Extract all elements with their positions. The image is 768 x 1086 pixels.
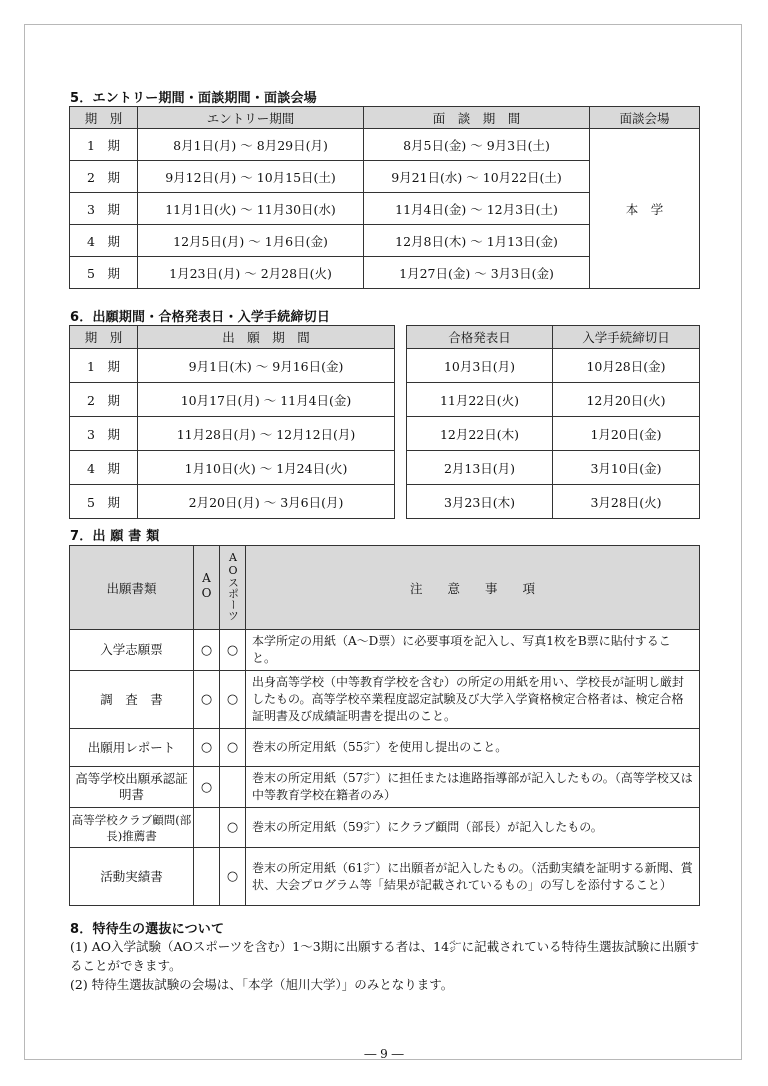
table-row <box>407 451 700 485</box>
header-venue: 面談会場 <box>590 107 700 129</box>
period-cell: 3 期 <box>70 193 138 225</box>
period-cell: 2 期 <box>70 161 138 193</box>
table-row <box>407 383 700 417</box>
table-row <box>70 808 700 848</box>
header-ao-sports: AOスポーツ <box>220 546 246 630</box>
deadline-cell: 1月20日(金) <box>553 417 700 451</box>
header-deadline: 入学手続締切日 <box>553 326 700 349</box>
document-name: 調 査 書 <box>70 671 194 729</box>
section5-table <box>69 106 700 289</box>
period-cell: 4 期 <box>70 451 138 485</box>
note-cell: 巻末の所定用紙（59㌻）にクラブ顧問（部長）が記入したもの。 <box>246 808 700 848</box>
table-row <box>70 417 395 451</box>
interview-cell: 9月21日(水) ～ 10月22日(土) <box>364 161 590 193</box>
table-row <box>70 451 395 485</box>
announce-cell: 10月3日(月) <box>407 349 553 383</box>
entry-cell: 8月1日(月) ～ 8月29日(月) <box>138 129 364 161</box>
ao-sports-mark: ○ <box>220 848 246 906</box>
period-cell: 2 期 <box>70 383 138 417</box>
section7-heading: 7．出 願 書 類 <box>70 529 160 544</box>
entry-cell: 11月1日(火) ～ 11月30日(水) <box>138 193 364 225</box>
header-application-period: 出 願 期 間 <box>138 326 395 349</box>
note-cell: 巻末の所定用紙（55㌻）を使用し提出のこと。 <box>246 729 700 767</box>
ao-sports-mark: ○ <box>220 671 246 729</box>
table-row <box>70 630 700 671</box>
ao-mark: ○ <box>194 729 220 767</box>
document-name: 高等学校出願承認証明書 <box>70 767 194 808</box>
announce-cell: 3月23日(木) <box>407 485 553 519</box>
ao-mark <box>194 808 220 848</box>
entry-cell: 1月23日(月) ～ 2月28日(火) <box>138 257 364 289</box>
table-row <box>70 848 700 906</box>
section6-application-table <box>69 325 395 519</box>
header-ao: AO <box>194 546 220 630</box>
entry-cell: 12月5日(月) ～ 1月6日(金) <box>138 225 364 257</box>
item-number: (2) <box>70 977 88 992</box>
announce-cell: 2月13日(月) <box>407 451 553 485</box>
section8-list <box>70 937 710 994</box>
period-cell: 5 期 <box>70 485 138 519</box>
deadline-cell: 3月28日(火) <box>553 485 700 519</box>
list-item <box>70 975 710 994</box>
interview-cell: 12月8日(木) ～ 1月13日(金) <box>364 225 590 257</box>
table-row <box>70 485 395 519</box>
period-cell: 1 期 <box>70 349 138 383</box>
note-cell: 本学所定の用紙（A～D票）に必要事項を記入し、写真1枚をB票に貼付すること。 <box>246 630 700 671</box>
table-row <box>70 729 700 767</box>
announce-cell: 12月22日(木) <box>407 417 553 451</box>
ao-mark: ○ <box>194 767 220 808</box>
ao-sports-mark: ○ <box>220 729 246 767</box>
table-row <box>407 417 700 451</box>
entry-cell: 9月12日(月) ～ 10月15日(土) <box>138 161 364 193</box>
header-entry-period: エントリー期間 <box>138 107 364 129</box>
ao-mark: ○ <box>194 630 220 671</box>
item-text: AO入学試験（AOスポーツを含む）1～3期に出願する者は、14㌻に記載されている特待生選抜試験に出願することができます。 <box>70 939 700 973</box>
header-interview-period: 面 談 期 間 <box>364 107 590 129</box>
header-period: 期 別 <box>70 107 138 129</box>
application-cell: 1月10日(火) ～ 1月24日(火) <box>138 451 395 485</box>
application-cell: 11月28日(月) ～ 12月12日(月) <box>138 417 395 451</box>
period-cell: 5 期 <box>70 257 138 289</box>
header-announcement: 合格発表日 <box>407 326 553 349</box>
table-row <box>70 129 700 161</box>
document-name: 高等学校クラブ顧問(部長)推薦書 <box>70 808 194 848</box>
ao-sports-mark: ○ <box>220 808 246 848</box>
page-number: ― 9 ― <box>364 1047 404 1061</box>
document-name: 入学志願票 <box>70 630 194 671</box>
interview-cell: 8月5日(金) ～ 9月3日(土) <box>364 129 590 161</box>
ao-sports-mark <box>220 767 246 808</box>
period-cell: 4 期 <box>70 225 138 257</box>
application-cell: 9月1日(木) ～ 9月16日(金) <box>138 349 395 383</box>
document-name: 活動実績書 <box>70 848 194 906</box>
section8-heading: 8．特待生の選抜について <box>70 922 225 937</box>
header-documents: 出願書類 <box>70 546 194 630</box>
announce-cell: 11月22日(火) <box>407 383 553 417</box>
application-cell: 10月17日(月) ～ 11月4日(金) <box>138 383 395 417</box>
deadline-cell: 3月10日(金) <box>553 451 700 485</box>
note-cell: 巻末の所定用紙（57㌻）に担任または進路指導部が記入したもの。（高等学校又は中等教育学校在籍者のみ） <box>246 767 700 808</box>
interview-cell: 11月4日(金) ～ 12月3日(土) <box>364 193 590 225</box>
note-cell: 巻末の所定用紙（61㌻）に出願者が記入したもの。（活動実績を証明する新聞、賞状、大会プログラム等「結果が記載されているもの」の写しを添付すること） <box>246 848 700 906</box>
deadline-cell: 10月28日(金) <box>553 349 700 383</box>
deadline-cell: 12月20日(火) <box>553 383 700 417</box>
table-row <box>70 767 700 808</box>
header-period: 期 別 <box>70 326 138 349</box>
item-text: 特待生選抜試験の会場は、「本学（旭川大学）」のみとなります。 <box>91 977 454 992</box>
period-cell: 3 期 <box>70 417 138 451</box>
note-cell: 出身高等学校（中等教育学校を含む）の所定の用紙を用い、学校長が証明し厳封したもの。高等学校卒業程度認定試験及び大学入学資格検定合格者は、検定合格証明書及び成績証明書を提出のこと。 <box>246 671 700 729</box>
ao-mark <box>194 848 220 906</box>
table-row <box>70 383 395 417</box>
application-cell: 2月20日(月) ～ 3月6日(月) <box>138 485 395 519</box>
document-name: 出願用レポート <box>70 729 194 767</box>
header-notes: 注 意 事 項 <box>246 546 700 630</box>
ao-mark: ○ <box>194 671 220 729</box>
table-row <box>407 349 700 383</box>
section6-result-table <box>406 325 700 519</box>
table-row <box>407 485 700 519</box>
ao-sports-mark: ○ <box>220 630 246 671</box>
section7-documents-table <box>69 545 700 906</box>
list-item <box>70 937 710 975</box>
period-cell: 1 期 <box>70 129 138 161</box>
venue-cell: 本 学 <box>590 129 700 289</box>
section6-heading: 6．出願期間・合格発表日・入学手続締切日 <box>70 310 331 325</box>
section5-heading: 5．エントリー期間・面談期間・面談会場 <box>70 91 317 106</box>
table-row <box>70 349 395 383</box>
table-row <box>70 671 700 729</box>
interview-cell: 1月27日(金) ～ 3月3日(金) <box>364 257 590 289</box>
item-number: (1) <box>70 939 88 954</box>
